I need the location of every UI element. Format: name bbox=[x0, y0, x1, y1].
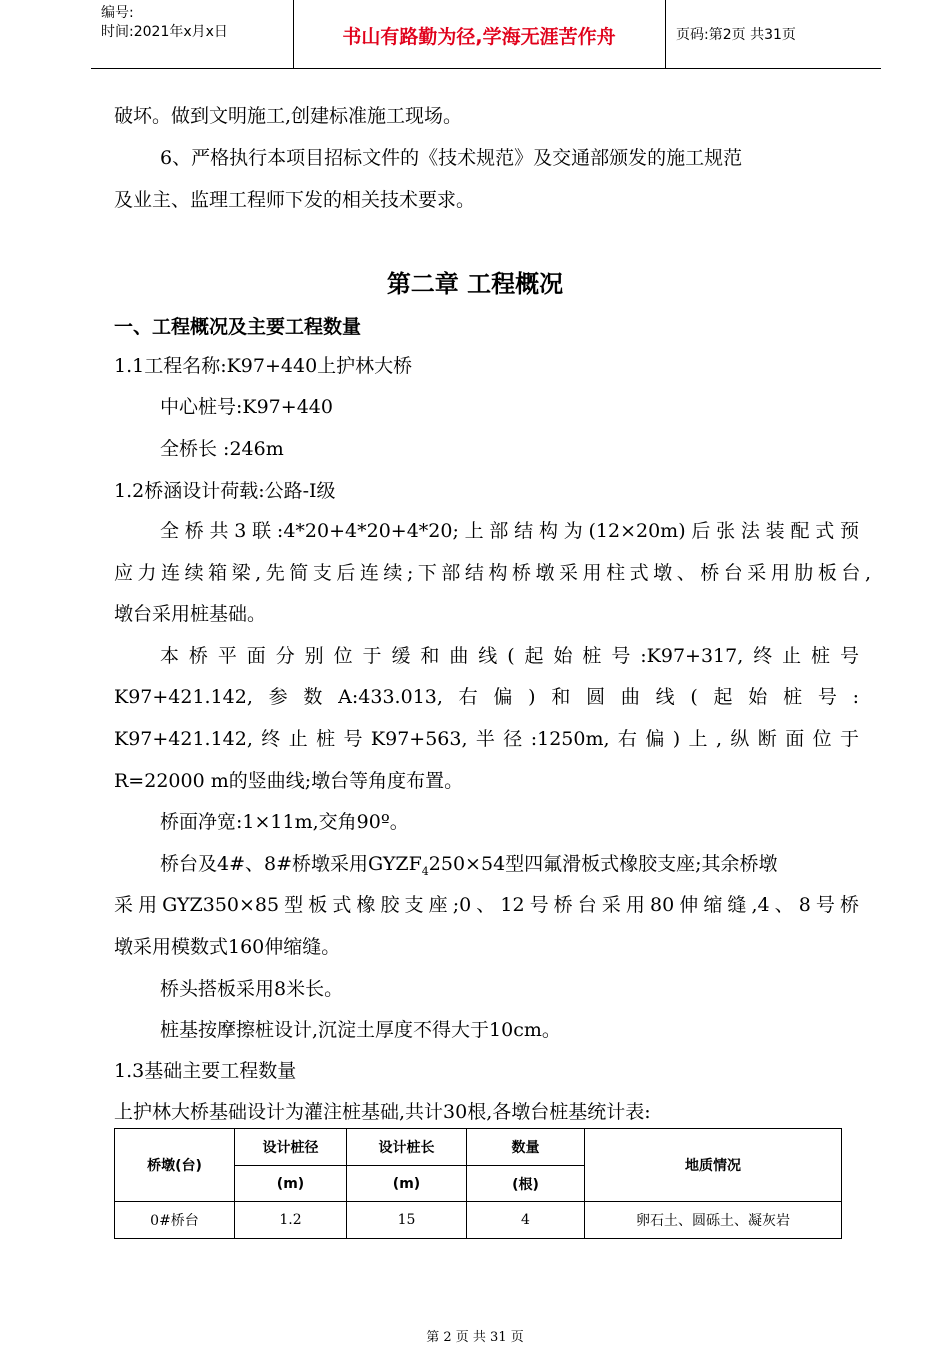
header-diameter: 设计桩径 bbox=[235, 1129, 347, 1166]
body-line: 1.3基础主要工程数量 bbox=[114, 1060, 297, 1082]
page-header bbox=[91, 0, 881, 69]
chapter-title: 第二章 工程概况 bbox=[386, 270, 564, 298]
header-length: 设计桩长 bbox=[347, 1129, 467, 1166]
body-line: K97+421.142,终止桩号K97+563,半径:1250m,右偏)上,纵断面位于 bbox=[114, 728, 859, 750]
serial-label: 编号: bbox=[101, 5, 134, 21]
section-title: 一、工程概况及主要工程数量 bbox=[114, 316, 362, 338]
body-line: 上护林大桥基础设计为灌注桩基础,共计30根,各墩台桩基统计表: bbox=[114, 1101, 651, 1123]
cell-diameter: 1.2 bbox=[235, 1202, 347, 1239]
header-page-number: 页码:第2页 共31页 bbox=[676, 27, 796, 43]
header-meta bbox=[101, 4, 228, 42]
body-line: 应力连续箱梁,先简支后连续;下部结构桥墩采用柱式墩、桥台采用肋板台, bbox=[114, 562, 871, 584]
body-line: 破坏。做到文明施工,创建标准施工现场。 bbox=[114, 105, 463, 127]
body-line: 及业主、监理工程师下发的相关技术要求。 bbox=[114, 189, 476, 211]
body-line: K97+421.142,参数A:433.013,右偏)和圆曲线(起始桩号: bbox=[114, 686, 859, 708]
body-line: 墩台采用桩基础。 bbox=[114, 603, 267, 625]
body-line: 墩采用模数式160伸缩缝。 bbox=[114, 936, 341, 958]
body-line: R=22000 m的竖曲线;墩台等角度布置。 bbox=[114, 770, 464, 792]
body-line: 桥头搭板采用8米长。 bbox=[160, 978, 344, 1000]
body-line: 1.2桥涵设计荷载:公路-I级 bbox=[114, 480, 336, 502]
header-quantity-unit: (根) bbox=[467, 1166, 585, 1202]
time-label: 时间:2021年x月x日 bbox=[101, 24, 228, 40]
header-quantity: 数量 bbox=[467, 1129, 585, 1166]
bearing-text: 250×54型四氟滑板式橡胶支座;其余桥墩 bbox=[428, 853, 778, 875]
body-line: 1.1工程名称:K97+440上护林大桥 bbox=[114, 355, 413, 377]
header-length-unit: (m) bbox=[347, 1166, 467, 1202]
header-divider bbox=[665, 0, 666, 68]
body-line: 中心桩号:K97+440 bbox=[160, 396, 333, 418]
body-line: 本桥平面分别位于缓和曲线(起始桩号:K97+317,终止桩号 bbox=[160, 645, 859, 667]
body-line: 6、严格执行本项目招标文件的《技术规范》及交通部颁发的施工规范 bbox=[160, 147, 743, 169]
body-line: 全桥长 :246m bbox=[160, 438, 284, 460]
bearing-text: 桥台及4#、8#桥墩采用GYZF bbox=[160, 853, 422, 875]
body-line: 桥面净宽:1×11m,交角90º。 bbox=[160, 811, 409, 833]
page-footer: 第 2 页 共 31 页 bbox=[426, 1330, 524, 1345]
cell-length: 15 bbox=[347, 1202, 467, 1239]
bearing-subscript: 4 bbox=[421, 864, 429, 878]
header-diameter-unit: (m) bbox=[235, 1166, 347, 1202]
cell-pier: 0#桥台 bbox=[115, 1202, 235, 1239]
cell-quantity: 4 bbox=[467, 1202, 585, 1239]
table-row bbox=[115, 1202, 842, 1239]
body-line: 全桥共3联:4*20+4*20+4*20;上部结构为(12×20m)后张法装配式预 bbox=[160, 520, 859, 542]
header-geology: 地质情况 bbox=[585, 1129, 842, 1202]
body-line: 采用GYZ350×85型板式橡胶支座;0、12号桥台采用80伸缩缝,4、8号桥 bbox=[114, 894, 859, 916]
body-line bbox=[160, 852, 778, 884]
pile-statistics-table bbox=[114, 1128, 842, 1239]
body-line: 桩基按摩擦桩设计,沉淀土厚度不得大于10cm。 bbox=[160, 1019, 561, 1041]
header-pier: 桥墩(台) bbox=[115, 1129, 235, 1202]
cell-geology: 卵石土、圆砾土、凝灰岩 bbox=[585, 1202, 842, 1239]
header-motto: 书山有路勤为径,学海无涯苦作舟 bbox=[342, 26, 616, 48]
